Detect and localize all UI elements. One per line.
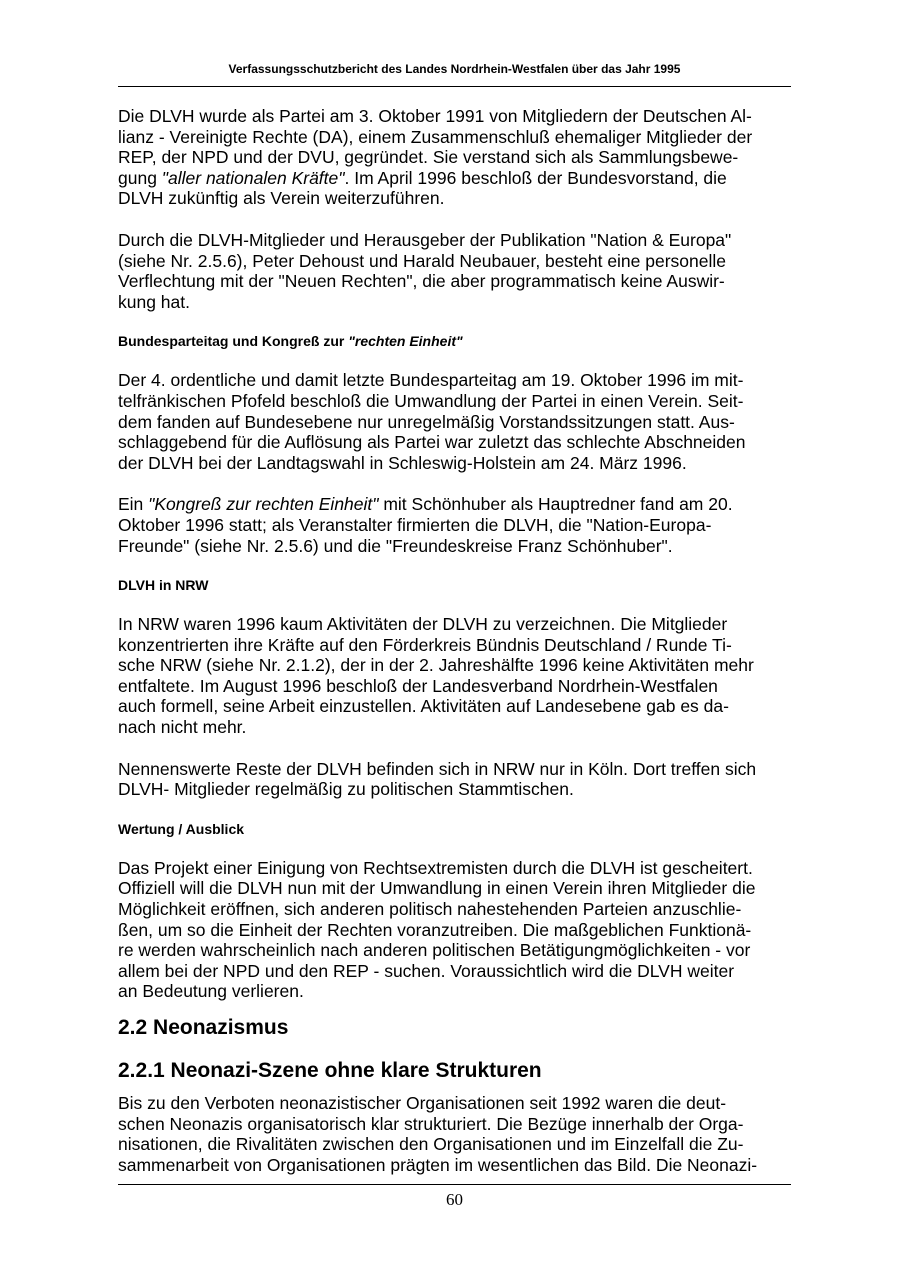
paragraph-neonazi-szene: Bis zu den Verboten neonazistischer Organisationen seit 1992 waren die deut- schen Neonazis organisatorisch klar strukturiert. Die Bezüge innerhalb der Orga- nisationen, die Rivalitäten zwischen den Organisationen und im Einzelfall die Zu- sammenarbeit von Organisationen prägten im wesentlichen das Bild. Die Neonazi- xyxy=(118,1093,758,1175)
page-body xyxy=(118,106,791,1175)
paragraph-koeln: Nennenswerte Reste der DLVH befinden sich in NRW nur in Köln. Dort treffen sich DLVH- Mitglieder regelmäßig zu politischen Stammtischen. xyxy=(118,758,757,800)
paragraph-dlvh-founding: Die DLVH wurde als Partei am 3. Oktober 1991 von Mitgliedern der Deutschen Al- lianz - Vereinigte Rechte (DA), einem Zusammenschluß ehemaliger Mitglieder der REP, der NPD und der DVU, gegründet. Sie verstand sich als Sammlungsbewe- gung "aller nationalen Kräfte". Im April 1996 beschloß der Bundesvorstand, die DLVH zukünftig als Verein weiterzuführen. xyxy=(118,106,753,209)
footer-divider xyxy=(118,1184,791,1185)
page-number: 60 xyxy=(446,1190,463,1209)
subheading-dlvh-nrw: DLVH in NRW xyxy=(118,577,209,594)
paragraph-bundesparteitag: Der 4. ordentliche und damit letzte Bundesparteitag am 19. Oktober 1996 im mit- telfränkischen Pfofeld beschloß die Umwandlung der Partei in einen Verein. Seit- dem fanden auf Bundesebene nur unregelmäßig Vorstandssitzungen statt. Aus- schlaggebend für die Auflösung als Partei war zuletzt das schlechte Abschneiden der DLVH bei der Landtagswahl in Schleswig-Holstein am 24. März 1996. xyxy=(118,370,746,473)
header-divider xyxy=(118,86,791,87)
paragraph-dlvh-members: Durch die DLVH-Mitglieder und Herausgeber der Publikation "Nation & Europa" (siehe Nr. 2.5.6), Peter Dehoust und Harald Neubauer, besteht eine personelle Verflechtung mit der "Neuen Rechten", die aber programmatisch keine Auswir- kung hat. xyxy=(118,229,732,312)
subheading-wertung: Wertung / Ausblick xyxy=(118,820,245,837)
section-heading-neonazismus: 2.2 Neonazismus xyxy=(118,1016,289,1039)
paragraph-wertung: Das Projekt einer Einigung von Rechtsextremisten durch die DLVH ist gescheitert. Offiziell will die DLVH nun mit der Umwandlung in einen Verein ihren Mitglieder die Möglichkeit eröffnen, sich anderen politisch nahestehenden Parteien anzuschlie- ßen, um so die Einheit der Rechten voranzutreiben. Die maßgeblichen Funktionä- re werden wahrscheinlich nach anderen politischen Betätigungmöglichkeiten - vor allem bei der NPD und den REP - suchen. Voraussichtlich wird die DLVH weiter an Bedeutung verlieren. xyxy=(118,857,756,1002)
paragraph-nrw-activities: In NRW waren 1996 kaum Aktivitäten der DLVH zu verzeichnen. Die Mitglieder konzentrierten ihre Kräfte auf den Förderkreis Bündnis Deutschland / Runde Ti- sche NRW (siehe Nr. 2.1.2), der in der 2. Jahreshälfte 1996 keine Aktivitäten mehr entfaltete. Im August 1996 beschloß der Landesverband Nordrhein-Westfalen auch formell, seine Arbeit einzustellen. Aktivitäten auf Landesebene gab es da- nach nicht mehr. xyxy=(118,614,754,738)
running-header: Verfassungsschutzbericht des Landes Nordrhein-Westfalen über das Jahr 1995 xyxy=(228,62,681,76)
section-heading-neonazi-szene: 2.2.1 Neonazi-Szene ohne klare Strukturen xyxy=(118,1059,542,1082)
subheading-bundesparteitag: Bundesparteitag und Kongreß zur "rechten Einheit" xyxy=(118,333,463,350)
paragraph-kongress: Ein "Kongreß zur rechten Einheit" mit Schönhuber als Hauptredner fand am 20. Oktober 1996 statt; als Veranstalter firmierten die DLVH, die "Nation-Europa- Freunde" (siehe Nr. 2.5.6) und die "Freundeskreise Franz Schönhuber". xyxy=(118,494,733,556)
